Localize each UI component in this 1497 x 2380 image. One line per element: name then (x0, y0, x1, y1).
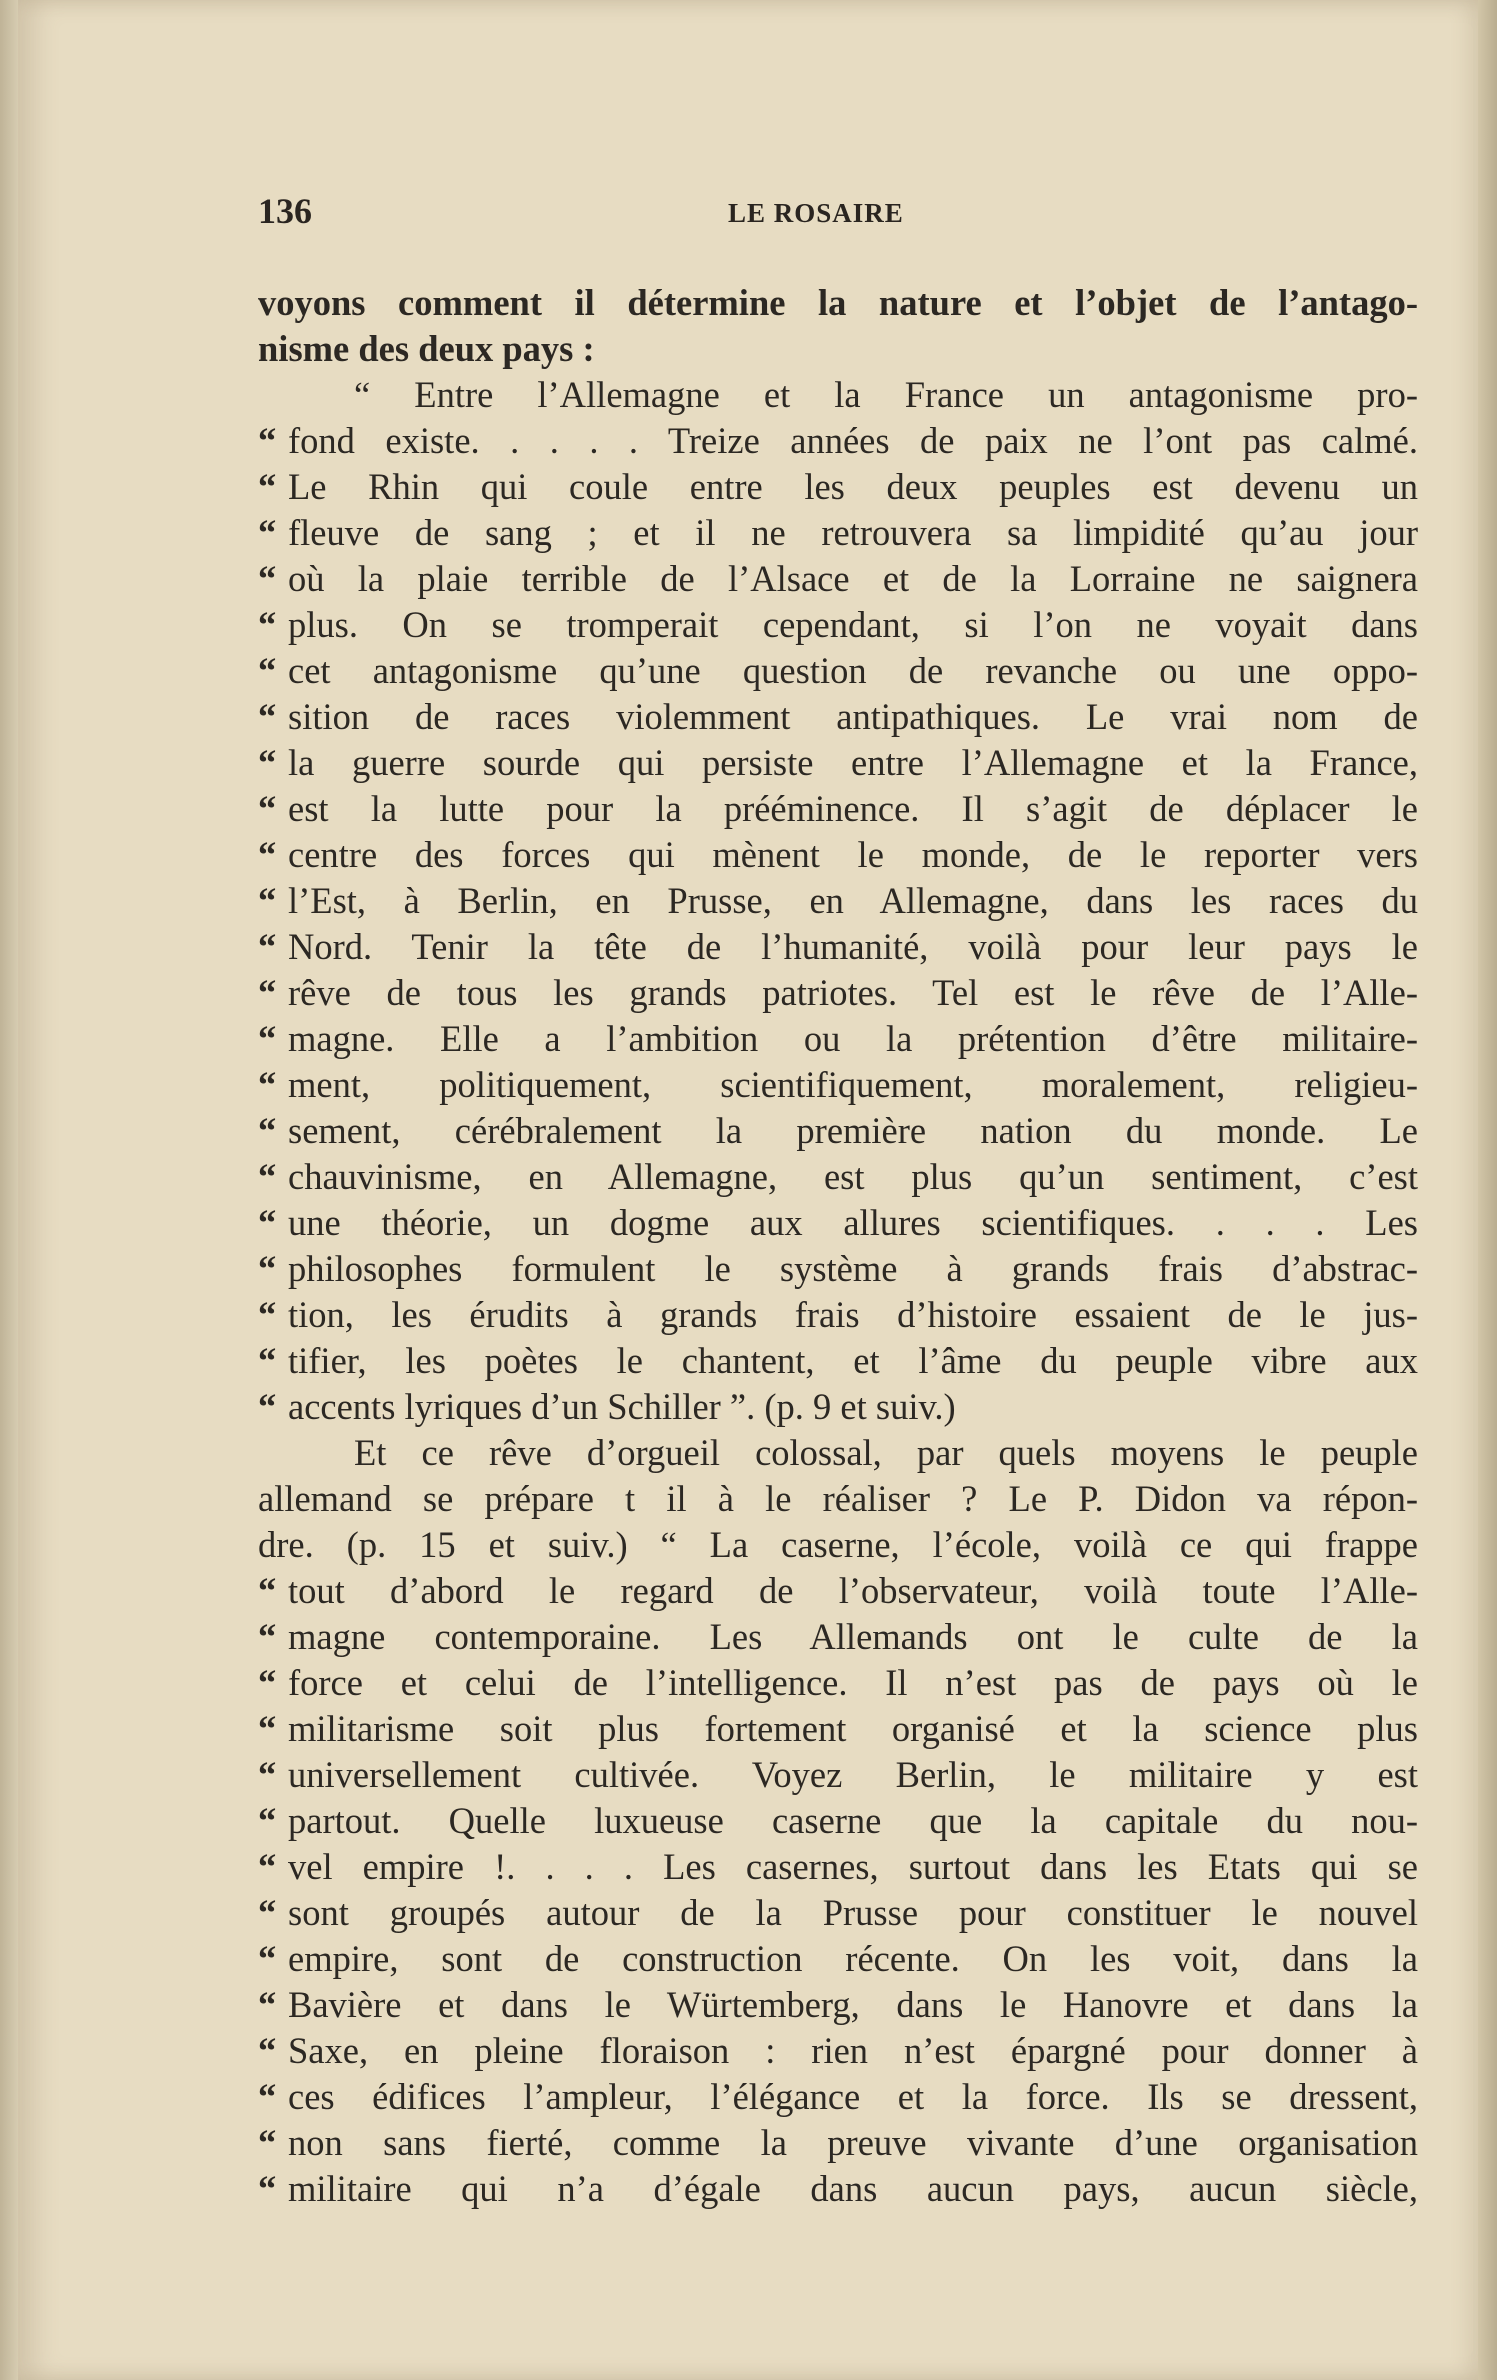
text-line (258, 1108, 1418, 1154)
text-line (258, 1062, 1418, 1108)
text-line (258, 556, 1418, 602)
quote-mark: “ (258, 972, 277, 1013)
line-text: fond existe. . . . . Treize années de paix ne l’ont pas calmé. (288, 420, 1418, 461)
line-text: accents lyriques d’un Schiller ”. (p. 9 et suiv.) (288, 1386, 956, 1427)
text-line (258, 510, 1418, 556)
quote-mark: “ (258, 1202, 277, 1243)
line-text: centre des forces qui mènent le monde, de le reporter vers (288, 834, 1418, 875)
quote-mark: “ (258, 1846, 277, 1887)
line-text: vel empire !. . . . Les casernes, surtout dans les Etats qui se (288, 1846, 1418, 1887)
line-text: magne. Elle a l’ambition ou la prétention d’être militaire- (288, 1018, 1418, 1059)
line-text: sement, cérébralement la première nation du monde. Le (288, 1110, 1418, 1151)
quote-mark: “ (258, 650, 277, 691)
line-text: ment, politiquement, scientifiquement, moralement, religieu- (288, 1064, 1418, 1105)
line-text: force et celui de l’intelligence. Il n’est pas de pays où le (288, 1662, 1418, 1703)
text-line (258, 1154, 1418, 1200)
line-text: philosophes formulent le système à grands frais d’abstrac- (288, 1248, 1418, 1289)
text-line (258, 1706, 1418, 1752)
text-line (258, 786, 1418, 832)
quote-mark: “ (258, 1018, 277, 1059)
text-line (258, 1016, 1418, 1062)
page-header (258, 190, 1418, 240)
line-text: militaire qui n’a d’égale dans aucun pays, aucun siècle, (288, 2168, 1418, 2209)
line-text: l’Est, à Berlin, en Prusse, en Allemagne, dans les races du (288, 880, 1418, 921)
quote-mark: “ (258, 1570, 277, 1611)
quote-mark: “ (258, 1386, 277, 1427)
line-text: partout. Quelle luxueuse caserne que la capitale du nou- (288, 1800, 1418, 1841)
text-line (258, 418, 1418, 464)
text-line (258, 1890, 1418, 1936)
quote-mark: “ (258, 1754, 277, 1795)
quote-mark: “ (258, 1248, 277, 1289)
text-line (258, 1384, 1418, 1430)
text-line (258, 1614, 1418, 1660)
quote-mark: “ (258, 1064, 277, 1105)
text-line (258, 832, 1418, 878)
quote-mark: “ (258, 696, 277, 737)
line-text: non sans fierté, comme la preuve vivante d’une organisation (288, 2122, 1418, 2163)
line-text: ces édifices l’ampleur, l’élégance et la force. Ils se dressent, (288, 2076, 1418, 2117)
text-line: dre. (p. 15 et suiv.) “ La caserne, l’école, voilà ce qui frappe (258, 1524, 1418, 1565)
text-line (258, 2028, 1418, 2074)
text-line (258, 2074, 1418, 2120)
text-line (258, 1338, 1418, 1384)
line-text: la guerre sourde qui persiste entre l’Allemagne et la France, (288, 742, 1418, 783)
quote-mark: “ (258, 420, 277, 461)
text-line: nisme des deux pays : (258, 328, 595, 369)
line-text: cet antagonisme qu’une question de revanche ou une oppo- (288, 650, 1418, 691)
line-text: Nord. Tenir la tête de l’humanité, voilà pour leur pays le (288, 926, 1418, 967)
line-text: Saxe, en pleine floraison : rien n’est épargné pour donner à (288, 2030, 1418, 2071)
quote-mark: “ (258, 1662, 277, 1703)
line-text: universellement cultivée. Voyez Berlin, le militaire y est (288, 1754, 1418, 1795)
page-number: 136 (258, 191, 312, 231)
text-line (258, 1936, 1418, 1982)
quote-mark: “ (258, 742, 277, 783)
line-text: tout d’abord le regard de l’observateur, voilà toute l’Alle- (288, 1570, 1418, 1611)
text-line: Et ce rêve d’orgueil colossal, par quels moyens le peuple (354, 1432, 1418, 1473)
quote-mark: “ (258, 1294, 277, 1335)
text-line (258, 464, 1418, 510)
text-line (258, 1752, 1418, 1798)
text-line (258, 1798, 1418, 1844)
line-text: une théorie, un dogme aux allures scientifiques. . . . Les (288, 1202, 1418, 1243)
quote-mark: “ (258, 1984, 277, 2025)
body-text (258, 280, 1418, 2212)
text-line (258, 740, 1418, 786)
line-text: magne contemporaine. Les Allemands ont le culte de la (288, 1616, 1418, 1657)
text-line (258, 1660, 1418, 1706)
text-line (258, 648, 1418, 694)
text-line: allemand se prépare t il à le réaliser ? Le P. Didon va répon- (258, 1478, 1418, 1519)
text-line (258, 1292, 1418, 1338)
text-line (258, 694, 1418, 740)
quote-mark: “ (258, 834, 277, 875)
quote-mark: “ (258, 1340, 277, 1381)
line-text: Le Rhin qui coule entre les deux peuples est devenu un (288, 466, 1418, 507)
line-text: empire, sont de construction récente. On les voit, dans la (288, 1938, 1418, 1979)
text-line (258, 878, 1418, 924)
quote-mark: “ (258, 1110, 277, 1151)
quote-mark: “ (258, 2168, 277, 2209)
quote-mark: “ (258, 512, 277, 553)
line-text: chauvinisme, en Allemagne, est plus qu’un sentiment, c’est (288, 1156, 1418, 1197)
text-line: “ Entre l’Allemagne et la France un antagonisme pro- (354, 374, 1418, 415)
line-text: est la lutte pour la prééminence. Il s’agit de déplacer le (288, 788, 1418, 829)
text-line (258, 970, 1418, 1016)
quote-mark: “ (258, 1708, 277, 1749)
line-text: sition de races violemment antipathiques. Le vrai nom de (288, 696, 1418, 737)
page-edge-right (1478, 0, 1497, 2380)
quote-mark: “ (258, 2076, 277, 2117)
quote-mark: “ (258, 604, 277, 645)
line-text: sont groupés autour de la Prusse pour constituer le nouvel (288, 1892, 1418, 1933)
line-text: rêve de tous les grands patriotes. Tel est le rêve de l’Alle- (288, 972, 1418, 1013)
line-text: tifier, les poètes le chantent, et l’âme du peuple vibre aux (288, 1340, 1418, 1381)
running-title: LE ROSAIRE (728, 198, 904, 228)
quote-mark: “ (258, 2030, 277, 2071)
text-line (258, 1200, 1418, 1246)
line-text: Bavière et dans le Würtemberg, dans le Hanovre et dans la (288, 1984, 1418, 2025)
text-line (258, 2120, 1418, 2166)
quote-mark: “ (258, 926, 277, 967)
text-line (258, 2166, 1418, 2212)
text-line (258, 1568, 1418, 1614)
quote-mark: “ (258, 1938, 277, 1979)
line-text: militarisme soit plus fortement organisé et la science plus (288, 1708, 1418, 1749)
quote-mark: “ (258, 1800, 277, 1841)
line-text: où la plaie terrible de l’Alsace et de la Lorraine ne saignera (288, 558, 1418, 599)
quote-mark: “ (258, 1892, 277, 1933)
line-text: plus. On se tromperait cependant, si l’on ne voyait dans (288, 604, 1418, 645)
text-line (258, 1844, 1418, 1890)
line-text: tion, les érudits à grands frais d’histoire essaient de le jus- (288, 1294, 1418, 1335)
quote-mark: “ (258, 788, 277, 829)
quote-mark: “ (258, 880, 277, 921)
line-text: fleuve de sang ; et il ne retrouvera sa limpidité qu’au jour (288, 512, 1418, 553)
quote-mark: “ (258, 1616, 277, 1657)
quote-mark: “ (258, 558, 277, 599)
text-line (258, 1246, 1418, 1292)
text-line (258, 1982, 1418, 2028)
quote-mark: “ (258, 466, 277, 507)
page-gutter-left (0, 0, 18, 2380)
quote-mark: “ (258, 2122, 277, 2163)
text-line: voyons comment il détermine la nature et l’objet de l’antago- (258, 282, 1418, 323)
quote-mark: “ (258, 1156, 277, 1197)
text-line (258, 924, 1418, 970)
text-line (258, 602, 1418, 648)
